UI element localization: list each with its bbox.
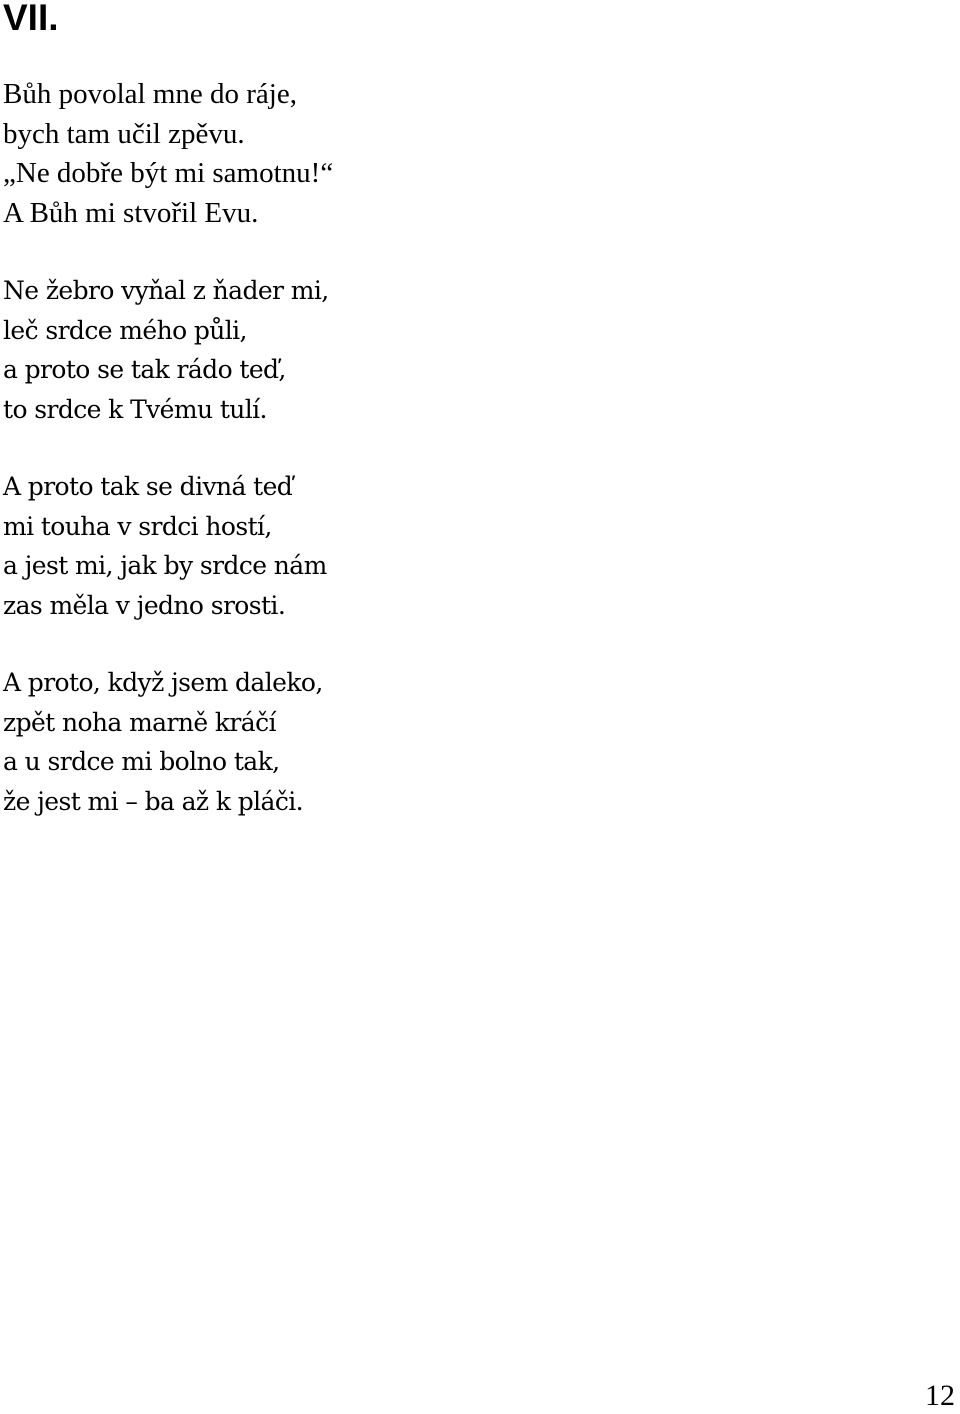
verse-line: a jest mi, jak by srdce nám xyxy=(3,551,327,580)
poem-heading: VII. xyxy=(3,0,59,38)
verse-line: zpět noha marně kráčí xyxy=(3,707,276,737)
verse-line: bych tam učil zpěvu. xyxy=(3,117,245,150)
stanza-4 xyxy=(3,663,703,821)
stanza-2 xyxy=(3,271,703,429)
verse-line: Bůh povolal mne do ráje, xyxy=(3,78,297,110)
poem-body xyxy=(3,75,703,859)
verse-line: a u srdce mi bolno tak, xyxy=(3,747,280,776)
verse-line: že jest mi – ba až k pláči. xyxy=(3,786,303,816)
stanza-1 xyxy=(3,75,703,233)
verse-line: A proto, když jsem daleko, xyxy=(3,668,323,697)
stanza-3 xyxy=(3,467,703,625)
verse-line: A Bůh mi stvořil Evu. xyxy=(3,196,259,229)
page-number: 12 xyxy=(925,1379,955,1412)
verse-line: Ne žebro vyňal z ňader mi, xyxy=(3,276,329,305)
verse-line: „Ne dobře být mi samotnu!“ xyxy=(3,157,334,189)
verse-line: mi touha v srdci hostí, xyxy=(3,511,272,541)
verse-line: leč srdce mého půli, xyxy=(3,315,247,345)
verse-line: A proto tak se divná teď xyxy=(3,472,293,501)
verse-line: to srdce k Tvému tulí. xyxy=(3,394,267,424)
verse-line: a proto se tak rádo teď, xyxy=(3,355,286,384)
verse-line: zas měla v jedno srosti. xyxy=(3,590,286,620)
